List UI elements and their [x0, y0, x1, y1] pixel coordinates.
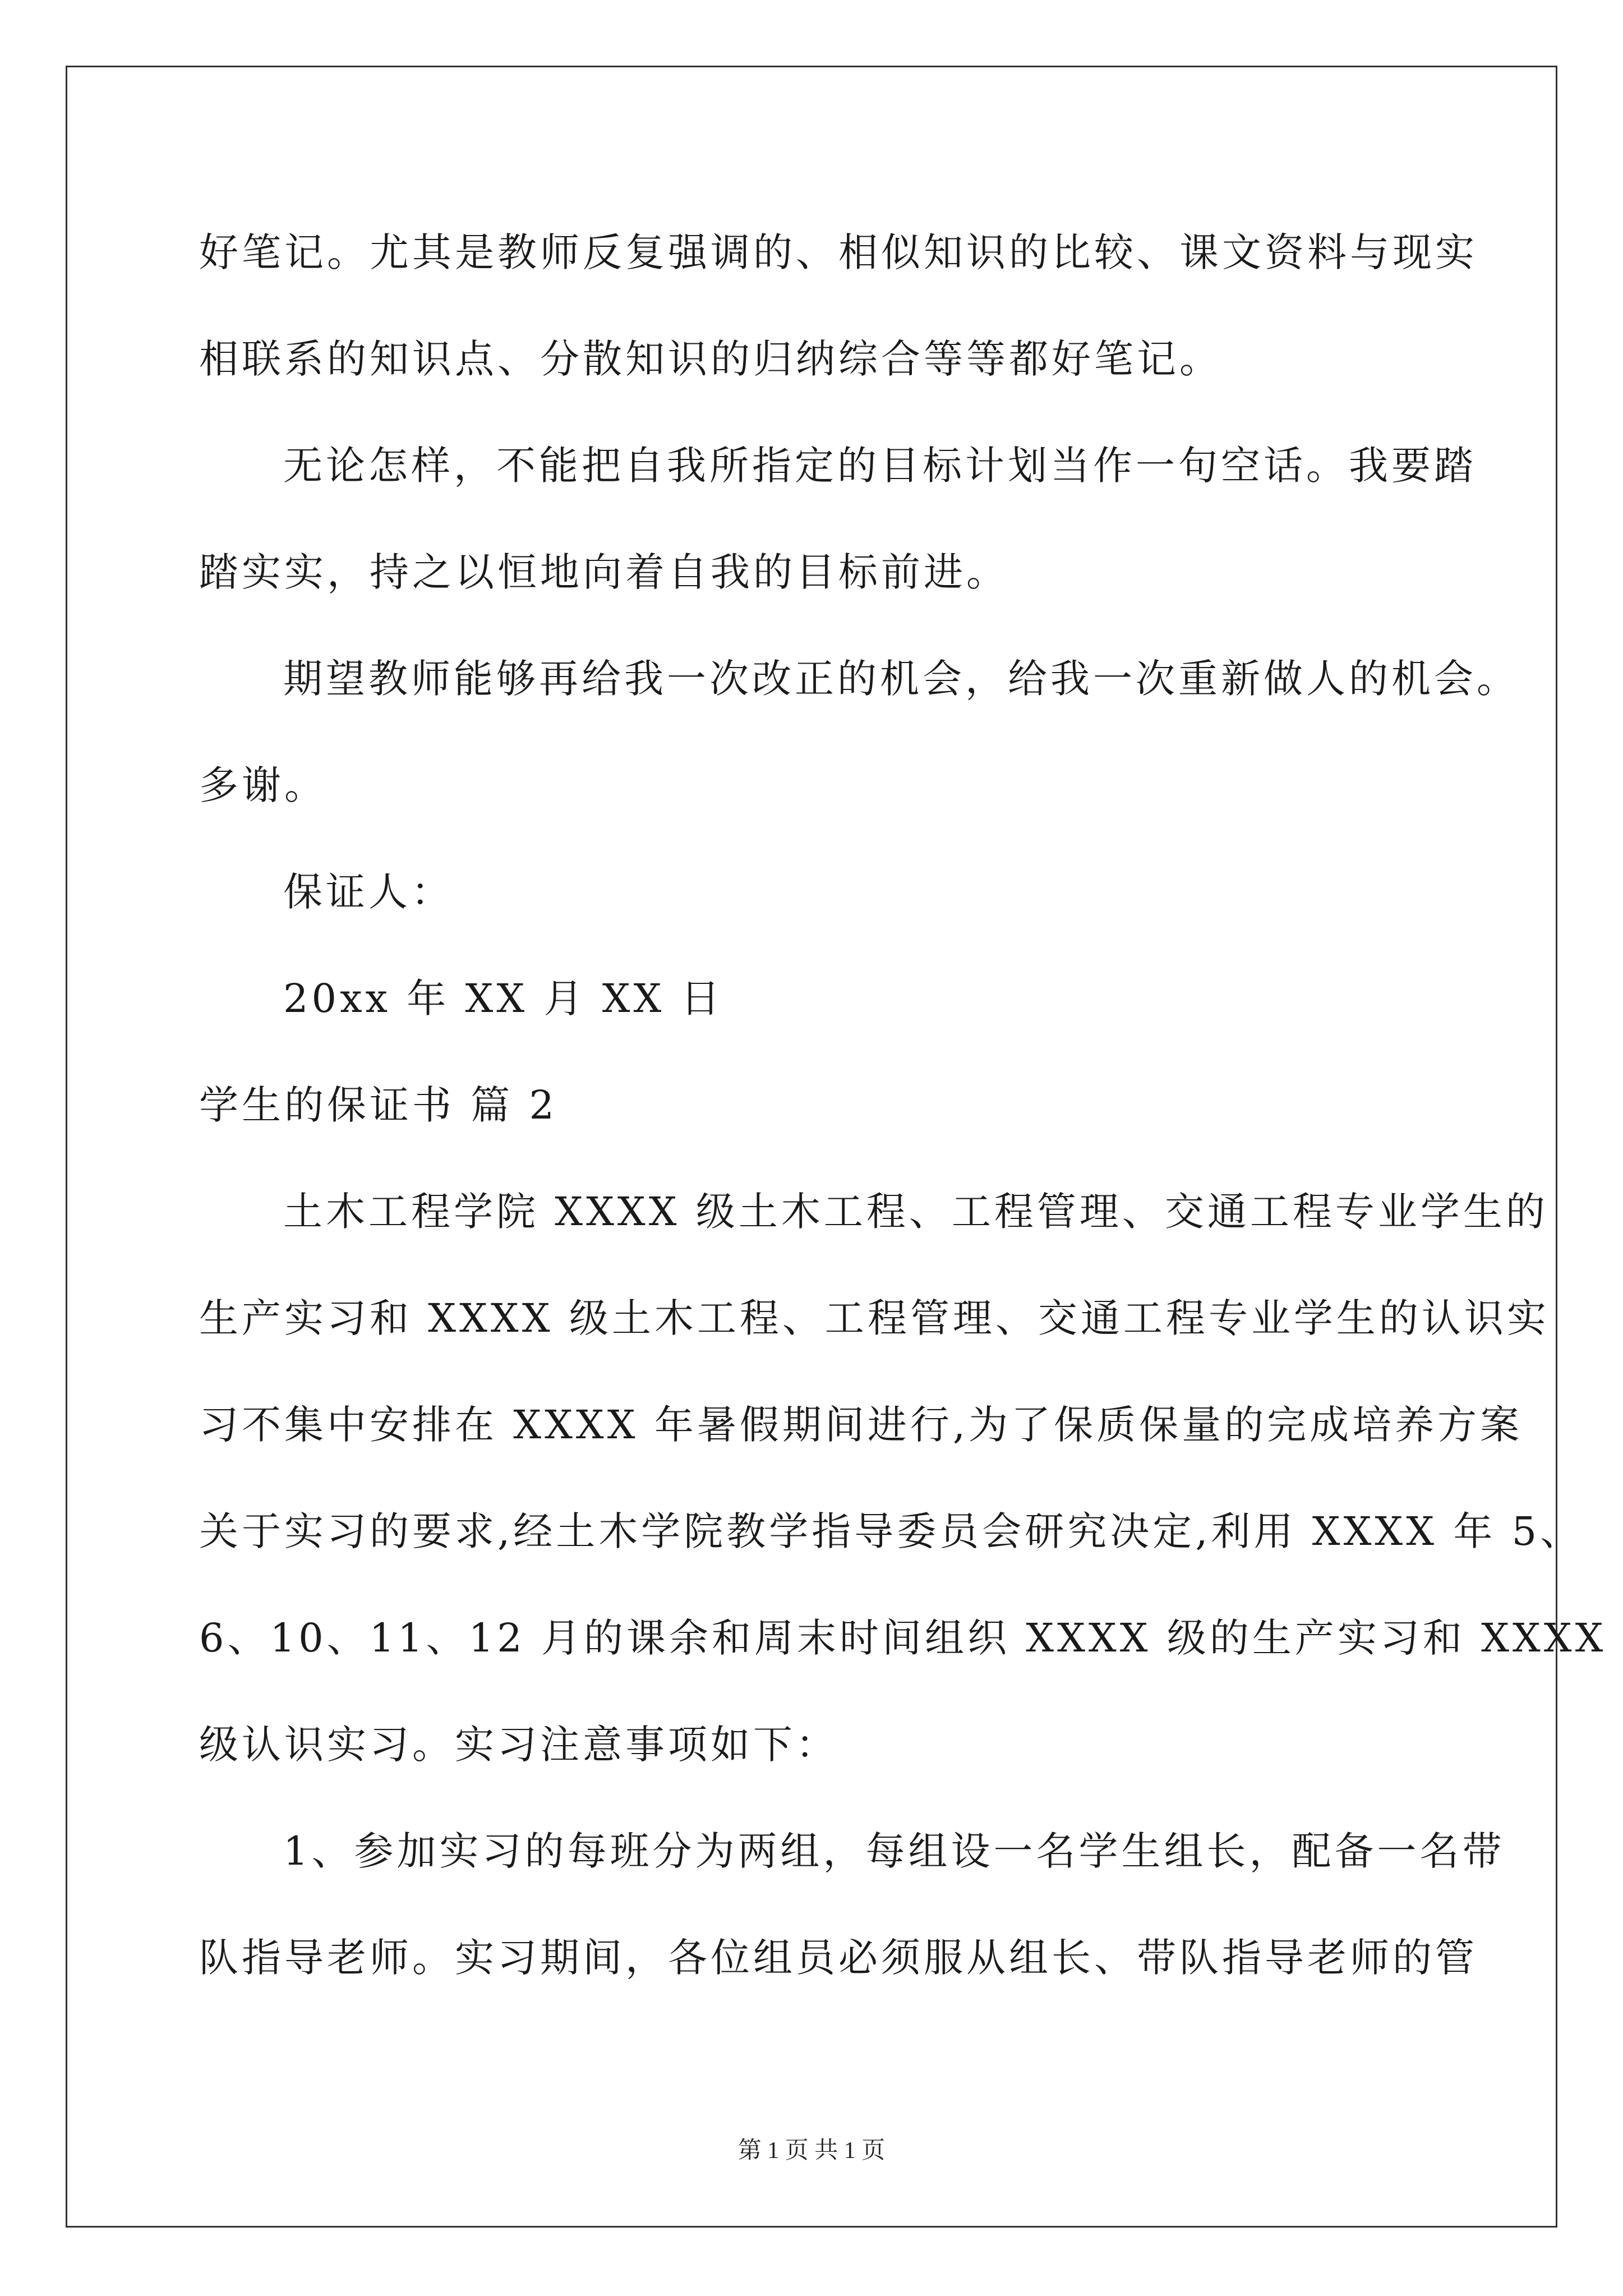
- signature-label: 保证人：: [283, 869, 454, 915]
- paragraph-line: 相联系的知识点、分散知识的归纳综合等等都好笔记。: [199, 336, 1222, 382]
- paragraph-line: 期望教师能够再给我一次改正的机会，给我一次重新做人的机会。: [283, 656, 1519, 702]
- date-line: 20xx 年 XX 月 XX 日: [283, 976, 723, 1022]
- page-footer: 第 1 页 共 1 页: [737, 2138, 886, 2164]
- section-heading: 学生的保证书 篇 2: [199, 1082, 558, 1128]
- paragraph-line: 生产实习和 XXXX 级土木工程、工程管理、交通工程专业学生的认识实: [199, 1295, 1550, 1341]
- paragraph-line: 习不集中安排在 XXXX 年暑假期间进行,为了保质保量的完成培养方案: [199, 1402, 1523, 1448]
- paragraph-line: 队指导老师。实习期间，各位组员必须服从组长、带队指导老师的管: [199, 1935, 1478, 1981]
- paragraph-line: 土木工程学院 XXXX 级土木工程、工程管理、交通工程专业学生的: [283, 1189, 1548, 1235]
- paragraph-line: 6、10、11、12 月的课余和周末时间组织 XXXX 级的生产实习和 XXXX: [199, 1615, 1607, 1661]
- paragraph-line: 踏实实，持之以恒地向着自我的目标前进。: [199, 549, 1009, 595]
- paragraph-line: 关于实习的要求,经土木学院教学指导委员会研究决定,利用 XXXX 年 5、: [199, 1508, 1583, 1554]
- paragraph-line: 级认识实习。实习注意事项如下：: [199, 1722, 838, 1768]
- paragraph-line: 无论怎样，不能把自我所指定的目标计划当作一句空话。我要踏: [283, 443, 1477, 489]
- paragraph-line: 多谢。: [199, 762, 327, 808]
- paragraph-line: 1、参加实习的每班分为两组，每组设一名学生组长，配备一名带: [283, 1828, 1505, 1874]
- paragraph-line: 好笔记。尤其是教师反复强调的、相似知识的比较、课文资料与现实: [199, 229, 1478, 275]
- document-body: [199, 213, 1607, 2025]
